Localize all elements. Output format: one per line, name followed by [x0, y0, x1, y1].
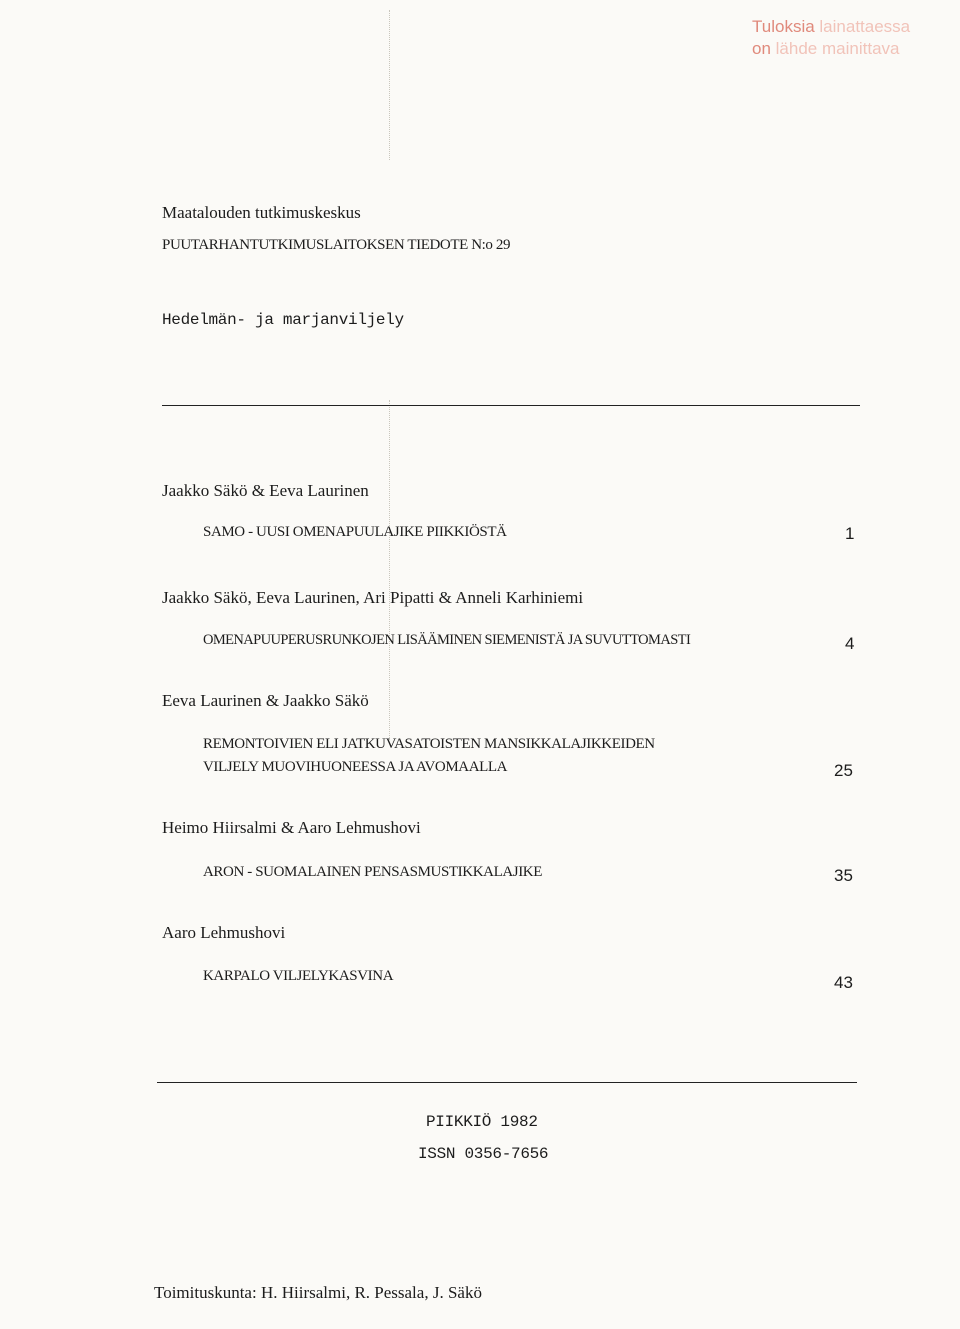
entry-authors: Heimo Hiirsalmi & Aaro Lehmushovi — [162, 818, 421, 837]
entry-authors: Jaakko Säkö & Eeva Laurinen — [162, 481, 369, 500]
entry-title: ARON - SUOMALAINEN PENSASMUSTIKKALAJIKE — [203, 864, 542, 880]
entry-authors: Jaakko Säkö, Eeva Laurinen, Ari Pipatti & Anneli Karhiniemi — [162, 588, 584, 607]
editorial-board: Toimituskunta: H. Hiirsalmi, R. Pessala, J. Säkö — [154, 1283, 482, 1302]
subject-heading: Hedelmän- ja marjanviljely — [162, 311, 404, 329]
stamp-line-2 — [752, 38, 952, 60]
entry-page-number: 25 — [834, 761, 853, 780]
entry-page-number: 43 — [834, 973, 853, 992]
top-divider — [162, 405, 860, 406]
institution-name: Maatalouden tutkimuskeskus — [162, 203, 361, 222]
stamp-word: mainittava — [822, 39, 900, 58]
issn: ISSN 0356-7656 — [418, 1145, 549, 1163]
entry-page-number: 1 — [845, 524, 855, 543]
stamp-word: lainattaessa — [819, 17, 911, 36]
stamp-line-1 — [752, 16, 952, 38]
entry-page-number: 35 — [834, 866, 853, 885]
entry-title: REMONTOIVIEN ELI JATKUVASATOISTEN MANSIKKALAJIKKEIDEN — [203, 736, 655, 752]
entry-title: VILJELY MUOVIHUONEESSA JA AVOMAALLA — [203, 759, 508, 775]
bottom-divider — [157, 1082, 857, 1083]
entry-title: OMENAPUUPERUSRUNKOJEN LISÄÄMINEN SIEMENISTÄ JA SUVUTTOMASTI — [203, 632, 691, 648]
entry-page-number: 4 — [845, 634, 855, 653]
entry-authors: Eeva Laurinen & Jaakko Säkö — [162, 691, 369, 710]
place-year: PIIKKIÖ 1982 — [426, 1113, 538, 1131]
entry-authors: Aaro Lehmushovi — [162, 923, 286, 942]
stamp-word: on — [752, 39, 771, 58]
entry-title: KARPALO VILJELYKASVINA — [203, 968, 394, 984]
stamp-word: Tuloksia — [752, 17, 815, 36]
paper-fold — [389, 400, 390, 740]
series-title: PUUTARHANTUTKIMUSLAITOKSEN TIEDOTE N:o 29 — [162, 237, 511, 253]
paper-fold — [389, 10, 390, 160]
entry-title: SAMO - UUSI OMENAPUULAJIKE PIIKKIÖSTÄ — [203, 524, 507, 540]
stamp-word: lähde — [775, 39, 818, 58]
red-stamp — [752, 16, 952, 60]
